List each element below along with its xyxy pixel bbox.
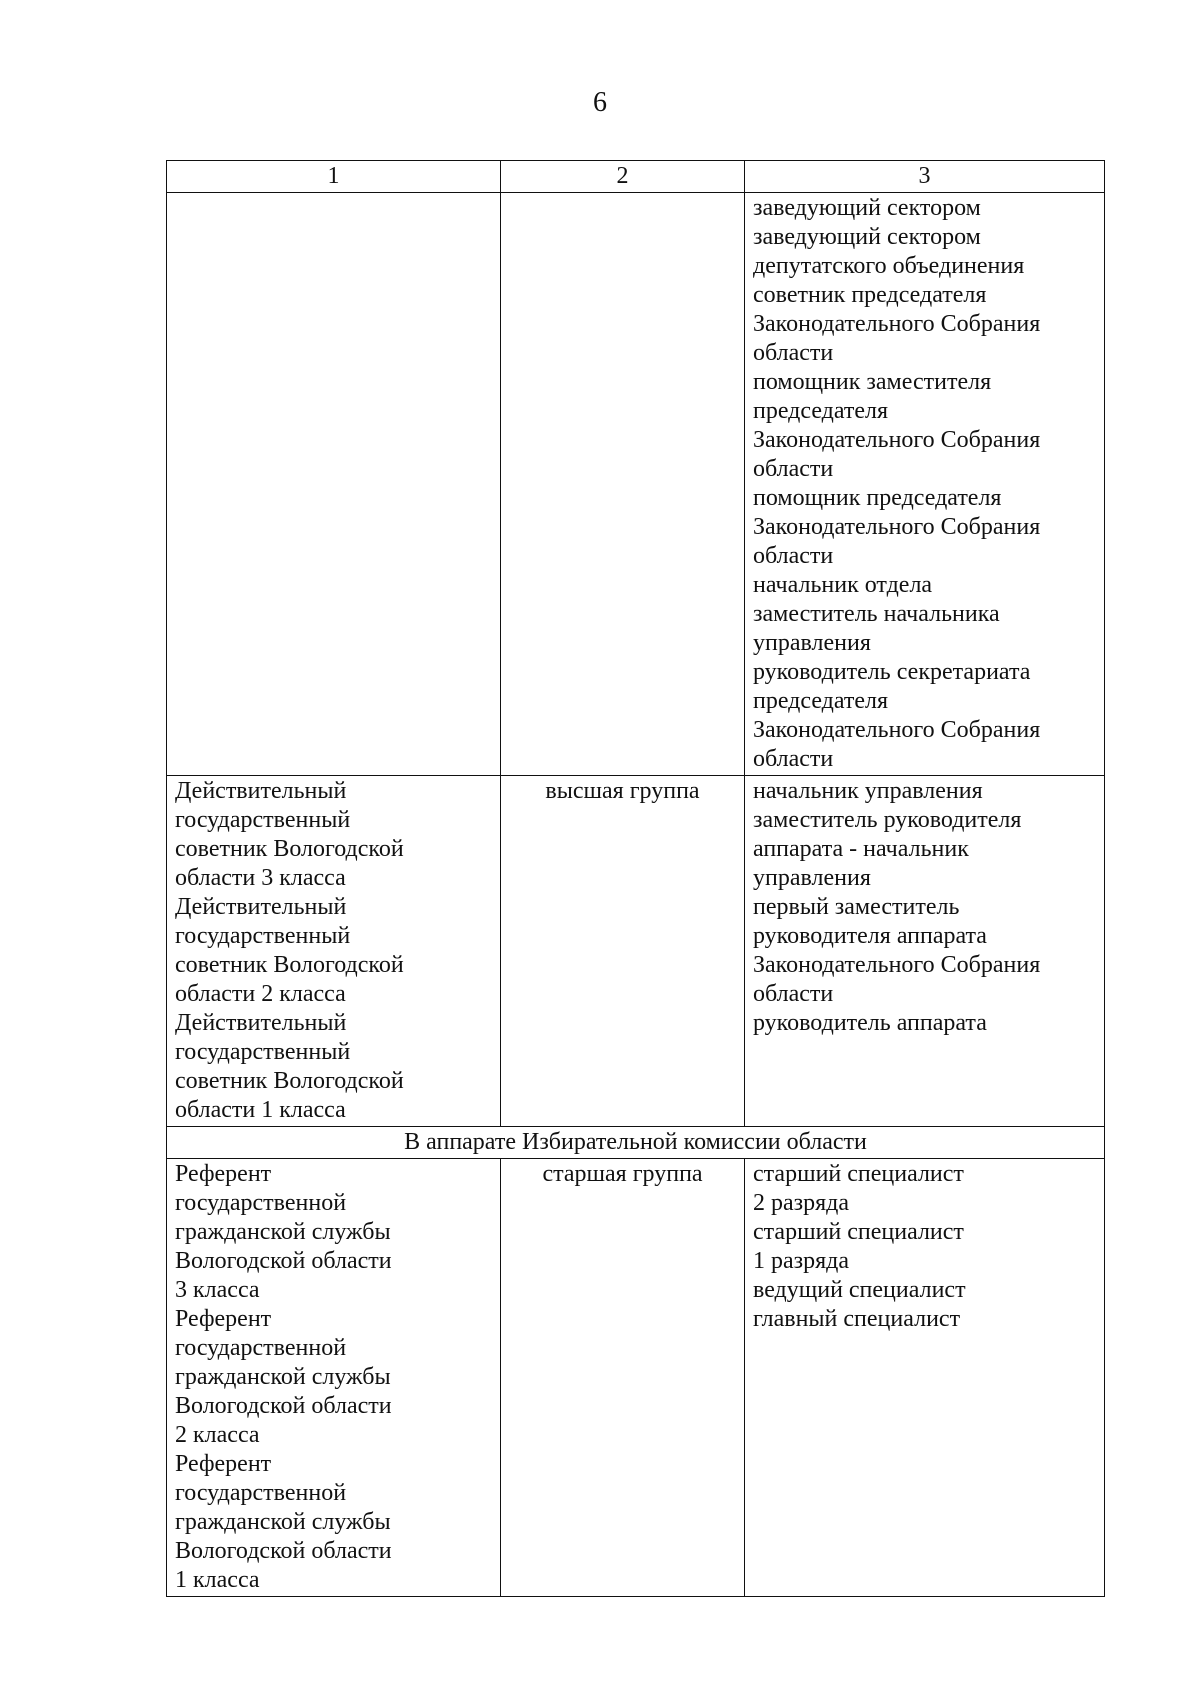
cell-line: депутатского объединения (753, 253, 1025, 279)
section-title: В аппарате Избирательной комиссии области (167, 1127, 1105, 1159)
cell-line: заместитель начальника (753, 601, 1000, 627)
cell-line: области (753, 543, 834, 569)
cell-line: государственный (175, 1039, 351, 1065)
cell-line: Законодательного Собрания (753, 717, 1041, 743)
table-row (167, 1159, 1105, 1597)
cell-line: помощник председателя (753, 485, 1002, 511)
cell-line: области (753, 981, 834, 1007)
cell-line: 2 класса (175, 1422, 260, 1448)
cell-line: руководитель аппарата (753, 1010, 987, 1036)
cell-line: старший специалист (753, 1161, 964, 1187)
cell-line: области (753, 746, 834, 772)
cell-line: заведующий сектором (753, 224, 981, 250)
cell-line: области (753, 456, 834, 482)
cell-line: 1 разряда (753, 1248, 850, 1274)
cell-line: заведующий сектором (753, 195, 981, 221)
cell-line: государственной (175, 1190, 347, 1216)
cell-line: гражданской службы (175, 1509, 391, 1535)
table-row (167, 776, 1105, 1127)
cell-line: первый заместитель (753, 894, 960, 920)
column-header-3: 3 (745, 161, 1105, 193)
cell-line: 1 класса (175, 1567, 260, 1593)
cell-line: начальник отдела (753, 572, 933, 598)
cell-line: государственной (175, 1480, 347, 1506)
row3-group-cell: старшая группа (501, 1159, 745, 1597)
cell-line: Референт (175, 1306, 272, 1332)
cell-line: помощник заместителя (753, 369, 992, 395)
cell-line: советник Вологодской (175, 952, 404, 978)
cell-line: старший специалист (753, 1219, 964, 1245)
cell-line: заместитель руководителя (753, 807, 1022, 833)
cell-line: Референт (175, 1161, 272, 1187)
cell-line: Законодательного Собрания (753, 514, 1041, 540)
cell-line: советник Вологодской (175, 836, 404, 862)
cell-line: начальник управления (753, 778, 983, 804)
cell-line: области (753, 340, 834, 366)
cell-line: управления (753, 630, 871, 656)
cell-line: руководитель секретариата (753, 659, 1031, 685)
cell-line: государственный (175, 807, 351, 833)
cell-line: аппарата - начальник (753, 836, 969, 862)
row1-class-cell (167, 193, 501, 776)
section-row (167, 1127, 1105, 1159)
row3-class-cell (167, 1159, 501, 1597)
cell-line: Действительный (175, 1010, 347, 1036)
document-table (166, 160, 1105, 1597)
cell-line: главный специалист (753, 1306, 961, 1332)
cell-line: руководителя аппарата (753, 923, 987, 949)
cell-line: Законодательного Собрания (753, 952, 1041, 978)
row1-group-cell (501, 193, 745, 776)
cell-line: советник Вологодской (175, 1068, 404, 1094)
cell-line: Законодательного Собрания (753, 311, 1041, 337)
row2-class-cell (167, 776, 501, 1127)
cell-line: Действительный (175, 778, 347, 804)
cell-line: Действительный (175, 894, 347, 920)
cell-line: Вологодской области (175, 1393, 392, 1419)
table-header-row (167, 161, 1105, 193)
cell-line: Вологодской области (175, 1538, 392, 1564)
row2-group-cell: высшая группа (501, 776, 745, 1127)
table-row (167, 193, 1105, 776)
row2-positions-cell (745, 776, 1105, 1127)
column-header-2: 2 (501, 161, 745, 193)
cell-line: Законодательного Собрания (753, 427, 1041, 453)
cell-line: Референт (175, 1451, 272, 1477)
cell-line: гражданской службы (175, 1364, 391, 1390)
cell-line: председателя (753, 398, 889, 424)
cell-line: области 1 класса (175, 1097, 346, 1123)
cell-line: государственной (175, 1335, 347, 1361)
cell-line: 2 разряда (753, 1190, 850, 1216)
cell-line: 3 класса (175, 1277, 260, 1303)
cell-line: области 2 класса (175, 981, 346, 1007)
cell-line: Вологодской области (175, 1248, 392, 1274)
page-number: 6 (593, 87, 607, 118)
cell-line: государственный (175, 923, 351, 949)
cell-line: советник председателя (753, 282, 987, 308)
row1-positions-cell (745, 193, 1105, 776)
column-header-1: 1 (167, 161, 501, 193)
cell-line: председателя (753, 688, 889, 714)
cell-line: области 3 класса (175, 865, 346, 891)
cell-line: гражданской службы (175, 1219, 391, 1245)
cell-line: ведущий специалист (753, 1277, 966, 1303)
cell-line: управления (753, 865, 871, 891)
row3-positions-cell (745, 1159, 1105, 1597)
